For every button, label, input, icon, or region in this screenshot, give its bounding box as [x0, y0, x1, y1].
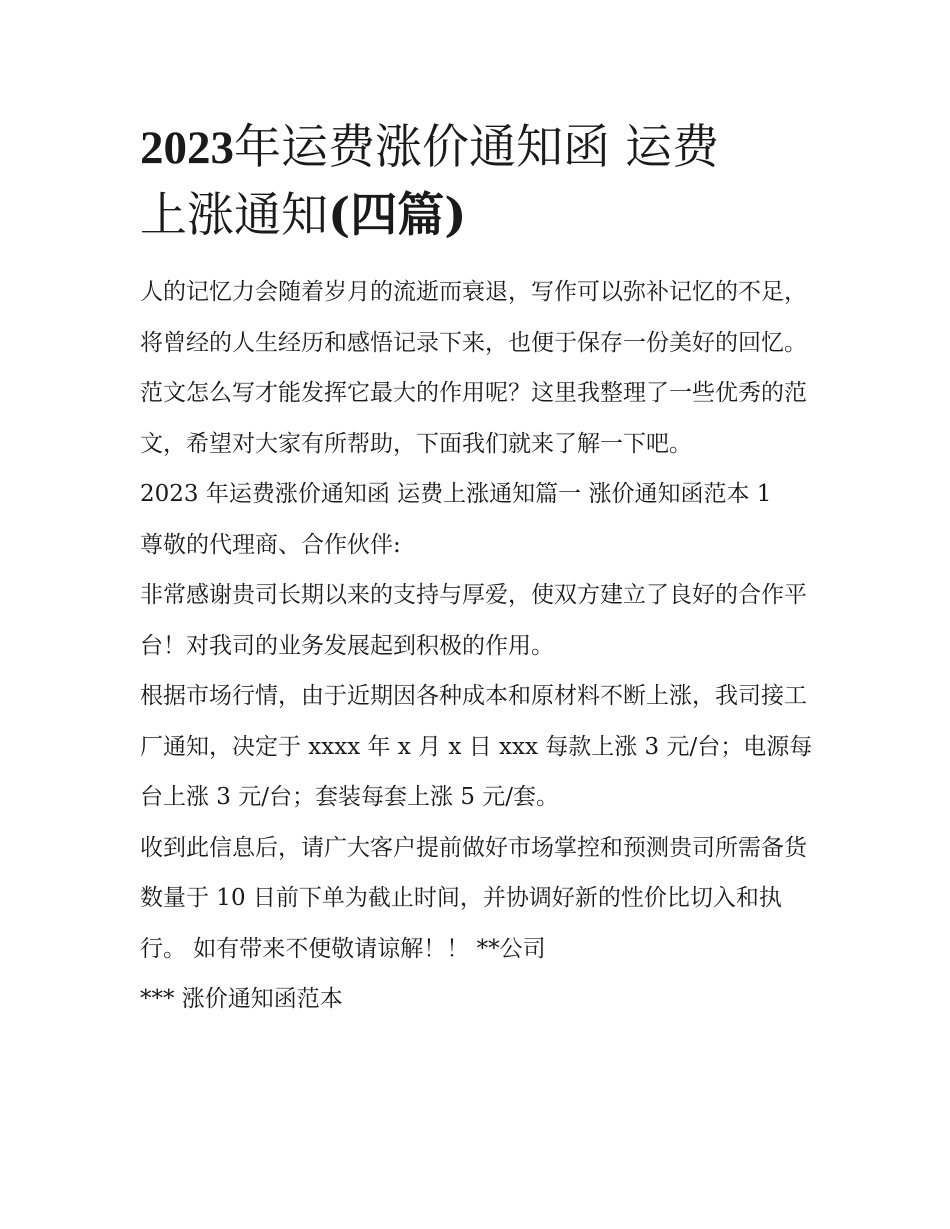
document-body [140, 267, 815, 1025]
intro-paragraph: 人的记忆力会随着岁月的流逝而衰退，写作可以弥补记忆的不足，将曾经的人生经历和感悟记录下来，也便于保存一份美好的回忆。范文怎么写才能发挥它最大的作用呢？这里我整理了一些优秀的范文，希望对大家有所帮助，下面我们就来了解一下吧。 [140, 279, 807, 457]
document-page [140, 114, 815, 1025]
document-title [140, 114, 815, 249]
title-line1: 年运费涨价通知函 运费 [234, 120, 719, 175]
thanks-paragraph: 非常感谢贵司长期以来的支持与厚爱，使双方建立了良好的合作平台！对我司的业务发展起到积极的作用。 [140, 582, 807, 659]
template-heading: *** 涨价通知函范本 [140, 986, 343, 1012]
notice-paragraph: 收到此信息后，请广大客户提前做好市场掌控和预测贵司所需备货数量于 10 日前下单为截止时间，并协调好新的性价比切入和执行。 如有带来不便敬请谅解！！ **公司 [140, 834, 807, 962]
salutation: 尊敬的代理商、合作伙伴: [140, 531, 401, 558]
title-year: 2023 [140, 122, 234, 174]
price-change-paragraph: 根据市场行情，由于近期因各种成本和原材料不断上涨，我司接工厂通知，决定于 xxxx 年 x 月 x 日 xxx 每款上涨 3 元/台；电源每台上涨 3 元/台；套装每套上涨 5 元/套。 [140, 683, 813, 810]
title-line2: 上涨通知 [140, 188, 328, 243]
title-paren: (四篇) [328, 188, 467, 243]
section-heading: 2023 年运费涨价通知函 运费上涨通知篇一 涨价通知函范本 1 [140, 481, 772, 507]
